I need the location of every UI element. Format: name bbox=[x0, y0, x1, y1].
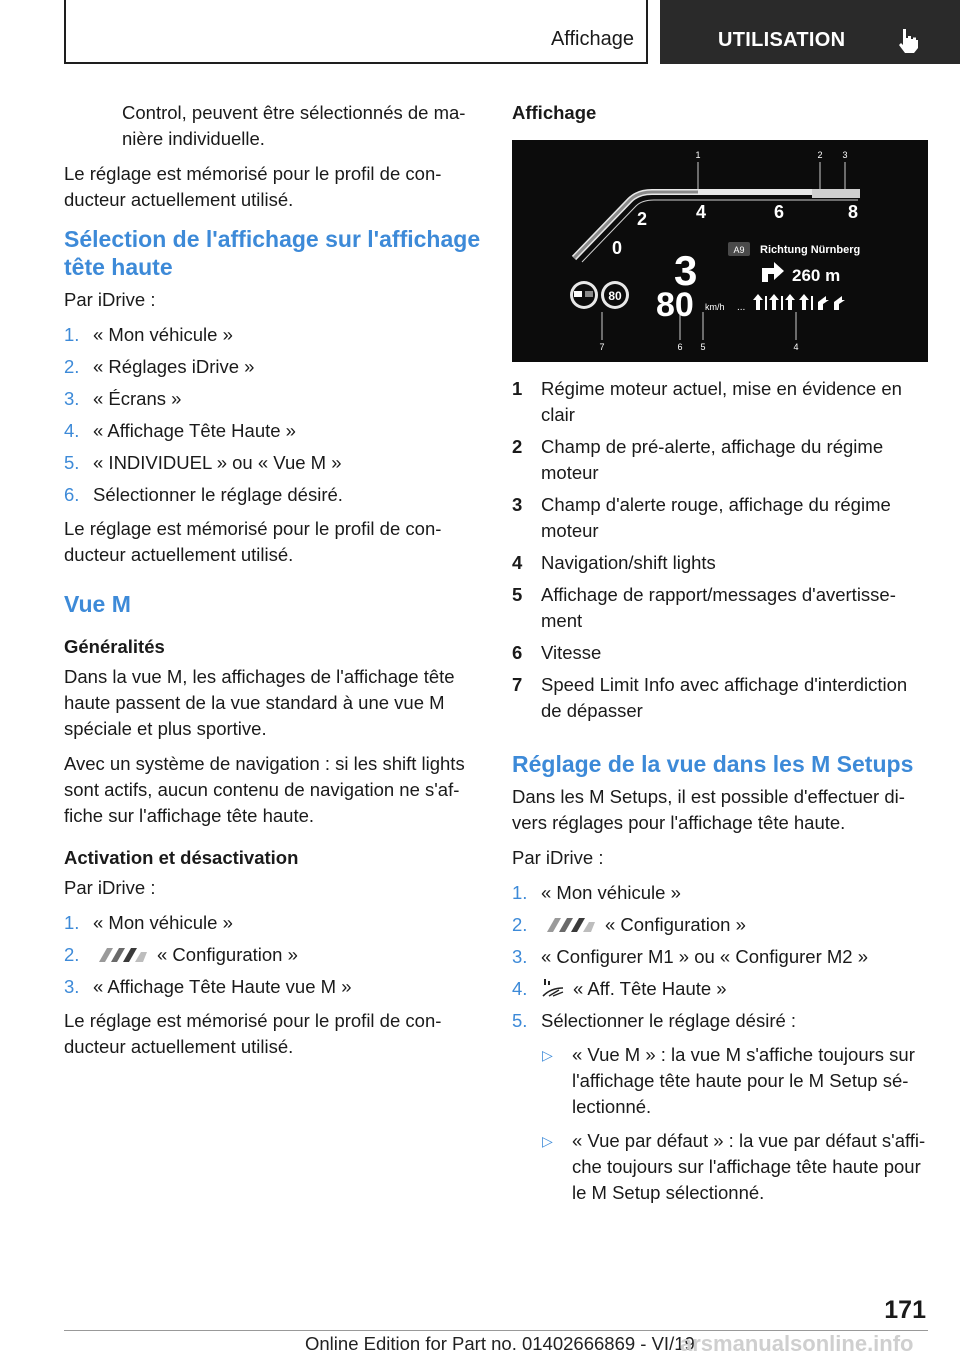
list-item: 1. « Mon véhicule » bbox=[64, 912, 233, 933]
list-item: 1. « Mon véhicule » bbox=[512, 882, 681, 903]
callout-2: 2 bbox=[817, 150, 823, 160]
list-item: 2. « Configuration » bbox=[64, 944, 298, 965]
m-setup-icon bbox=[541, 916, 597, 934]
lane-dots: ... bbox=[737, 302, 746, 313]
pointing-hand-icon bbox=[894, 26, 922, 54]
legend-item: 5 Affichage de rapport/messages d'avertisse-ment bbox=[512, 584, 896, 631]
list-item: 3. « Affichage Tête Haute vue M » bbox=[64, 976, 352, 997]
hud-figure bbox=[512, 140, 928, 362]
memo-text-1: Le réglage est mémorisé pour le profil de con-ducteur actuellement utilisé. bbox=[64, 163, 442, 210]
rev-scale-6: 6 bbox=[774, 202, 785, 222]
list-item: 4. « Aff. Tête Haute » bbox=[512, 978, 727, 999]
rev-scale-4: 4 bbox=[696, 202, 707, 222]
callout-1: 1 bbox=[695, 150, 701, 160]
section-title-m-setups: Réglage de la vue dans les M Setups bbox=[512, 751, 914, 777]
left-column bbox=[64, 100, 484, 1069]
callout-4: 4 bbox=[793, 342, 799, 352]
bullet-triangle-icon: ▷ bbox=[542, 1133, 553, 1149]
rev-scale-8: 8 bbox=[848, 202, 859, 222]
steps-list-2 bbox=[64, 910, 484, 1000]
lane-arrows-icon bbox=[753, 294, 845, 310]
legend-item: 2 Champ de pré-alerte, affichage du régime moteur bbox=[512, 436, 884, 483]
callout-3: 3 bbox=[842, 150, 848, 160]
speed-unit: km/h bbox=[705, 302, 725, 312]
callout-6: 6 bbox=[677, 342, 683, 352]
steps-list-1 bbox=[64, 322, 484, 508]
footer-edition: Online Edition for Part no. 01402666869 - VI/19 bbox=[305, 1333, 695, 1354]
head-up-display-icon bbox=[541, 978, 567, 998]
par-idrive-2: Par iDrive : bbox=[64, 877, 156, 898]
par-idrive-1: Par iDrive : bbox=[64, 289, 156, 310]
route-badge: A9 bbox=[733, 245, 745, 255]
m-setup-icon bbox=[93, 946, 149, 964]
continued-text: Control, peuvent être sélectionnés de ma-nière individuelle. bbox=[122, 102, 466, 149]
list-item: 2. « Réglages iDrive » bbox=[64, 356, 255, 377]
legend-item: 1 Régime moteur actuel, mise en évidence en clair bbox=[512, 378, 902, 425]
list-item: 3. « Configurer M1 » ou « Configurer M2 » bbox=[512, 946, 869, 967]
callout-5: 5 bbox=[700, 342, 706, 352]
header-section-box bbox=[64, 0, 648, 64]
right-column bbox=[512, 100, 928, 1214]
bullet-triangle-icon: ▷ bbox=[542, 1047, 553, 1063]
rev-scale-0: 0 bbox=[612, 238, 623, 258]
list-item: ▷ « Vue par défaut » : la vue par défaut s'affi-che toujours sur l'affichage tête haute pour le M Setup sélectionné. bbox=[542, 1130, 926, 1203]
page-number: 171 bbox=[884, 1296, 926, 1324]
option-bullets bbox=[512, 1042, 928, 1206]
speed-limit-sign: 80 bbox=[608, 289, 622, 303]
list-item: 6. Sélectionner le réglage désiré. bbox=[64, 484, 343, 505]
steps-list-3 bbox=[512, 880, 928, 1034]
header-chapter-box bbox=[660, 0, 960, 64]
section-title-hud-selection: Sélection de l'affichage sur l'affichage tête haute bbox=[64, 226, 481, 280]
header-section-title: Affichage bbox=[550, 28, 634, 50]
figure-legend bbox=[512, 376, 928, 724]
turn-arrow-icon bbox=[762, 262, 784, 282]
list-item: 1. « Mon véhicule » bbox=[64, 324, 233, 345]
list-item: ▷ « Vue M » : la vue M s'affiche toujours sur l'affichage tête haute pour le M Setup sé-lectionné. bbox=[542, 1044, 915, 1117]
memo-text-3: Le réglage est mémorisé pour le profil de con-ducteur actuellement utilisé. bbox=[64, 1010, 442, 1057]
subsection-title-general: Généralités bbox=[64, 636, 165, 657]
figure-title: Affichage bbox=[512, 102, 597, 123]
callout-7: 7 bbox=[599, 342, 605, 352]
list-item: 5. « INDIVIDUEL » ou « Vue M » bbox=[64, 452, 342, 473]
legend-item: 7 Speed Limit Info avec affichage d'interdiction de dépasser bbox=[512, 674, 908, 721]
list-item: 3. « Écrans » bbox=[64, 388, 182, 409]
speed-display: 80 bbox=[656, 286, 694, 324]
memo-text-2: Le réglage est mémorisé pour le profil de con-ducteur actuellement utilisé. bbox=[64, 518, 442, 565]
hud-illustration bbox=[512, 140, 928, 362]
watermark: arsmanualsonline.info bbox=[680, 1331, 914, 1356]
general-paragraph-1: Dans la vue M, les affichages de l'affichage tête haute passent de la vue standard à une vue M spéciale et plus sportive. bbox=[64, 666, 455, 739]
legend-item: 6 Vitesse bbox=[512, 642, 602, 663]
section-title-vue-m: Vue M bbox=[64, 591, 131, 617]
par-idrive-3: Par iDrive : bbox=[512, 847, 604, 868]
list-item: 2. « Configuration » bbox=[512, 914, 746, 935]
m-setups-paragraph: Dans les M Setups, il est possible d'effectuer di-vers réglages pour l'affichage tête haute. bbox=[512, 786, 905, 833]
subsection-title-activation: Activation et désactivation bbox=[64, 847, 299, 868]
nav-distance: 260 m bbox=[792, 266, 841, 285]
gear-display: 3 bbox=[674, 247, 698, 294]
general-paragraph-2: Avec un système de navigation : si les shift lights sont actifs, aucun contenu de navigation ne s'af-fiche sur l'affichage tête haute. bbox=[64, 753, 465, 826]
list-item: 4. « Affichage Tête Haute » bbox=[64, 420, 296, 441]
route-text: Richtung Nürnberg bbox=[760, 244, 861, 256]
legend-item: 3 Champ d'alerte rouge, affichage du régime moteur bbox=[512, 494, 891, 541]
list-item: 5. Sélectionner le réglage désiré : bbox=[512, 1010, 797, 1031]
header-chapter-title: UTILISATION bbox=[718, 29, 846, 51]
legend-item: 4 Navigation/shift lights bbox=[512, 552, 716, 573]
rev-scale-2: 2 bbox=[637, 209, 648, 229]
